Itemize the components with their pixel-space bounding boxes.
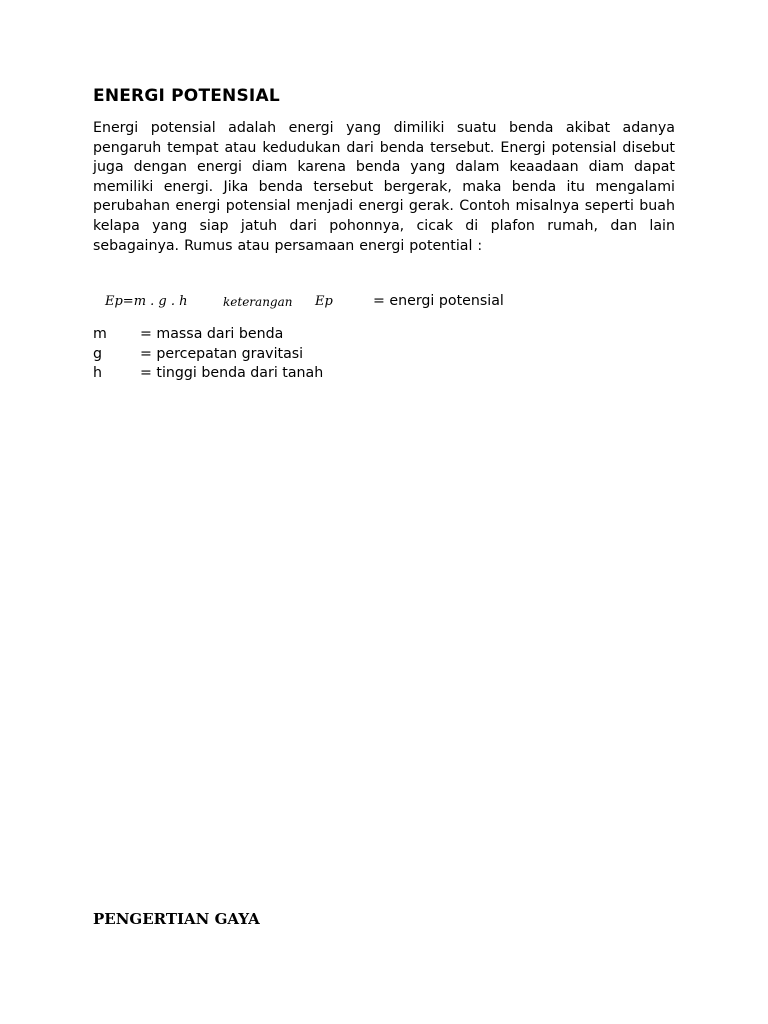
legend-row-h: [93, 364, 675, 384]
variable-legend: [93, 325, 675, 384]
legend-symbol: m: [93, 326, 107, 342]
legend-symbol: g: [93, 345, 103, 362]
legend-definition: = massa dari benda: [140, 326, 284, 342]
legend-definition: = percepatan gravitasi: [140, 345, 304, 362]
formula-equation: Ep=m . g . h: [105, 294, 188, 309]
legend-row-m: [93, 325, 675, 345]
formula-row: [93, 292, 675, 314]
body-paragraph: Energi potensial adalah energi yang dimiliki suatu benda akibat adanya pengaruh tempat atau kedudukan dari benda tersebut. Energi potensial disebut juga dengan energi diam karena benda yang dalam keaadaan diam dapat memiliki energi. Jika benda tersebut bergerak, maka benda itu mengalami perubahan energi potensial menjadi energi gerak. Contoh misalnya seperti buah kelapa yang siap jatuh dari pohonnya, cicak di plafon rumah, dan lain sebagainya. Rumus atau persamaan energi potential :: [93, 120, 675, 254]
section-heading-pengertian-gaya: PENGERTIAN GAYA: [93, 910, 260, 928]
formula-symbol-ep: Ep: [315, 294, 333, 309]
legend-row-g: [93, 345, 675, 365]
keterangan-label: keterangan: [223, 295, 293, 309]
legend-definition: = tinggi benda dari tanah: [140, 365, 324, 382]
legend-symbol: h: [93, 365, 102, 382]
formula-definition-ep: = energi potensial: [373, 293, 504, 309]
section-heading-energi-potensial: ENERGI POTENSIAL: [93, 86, 280, 106]
